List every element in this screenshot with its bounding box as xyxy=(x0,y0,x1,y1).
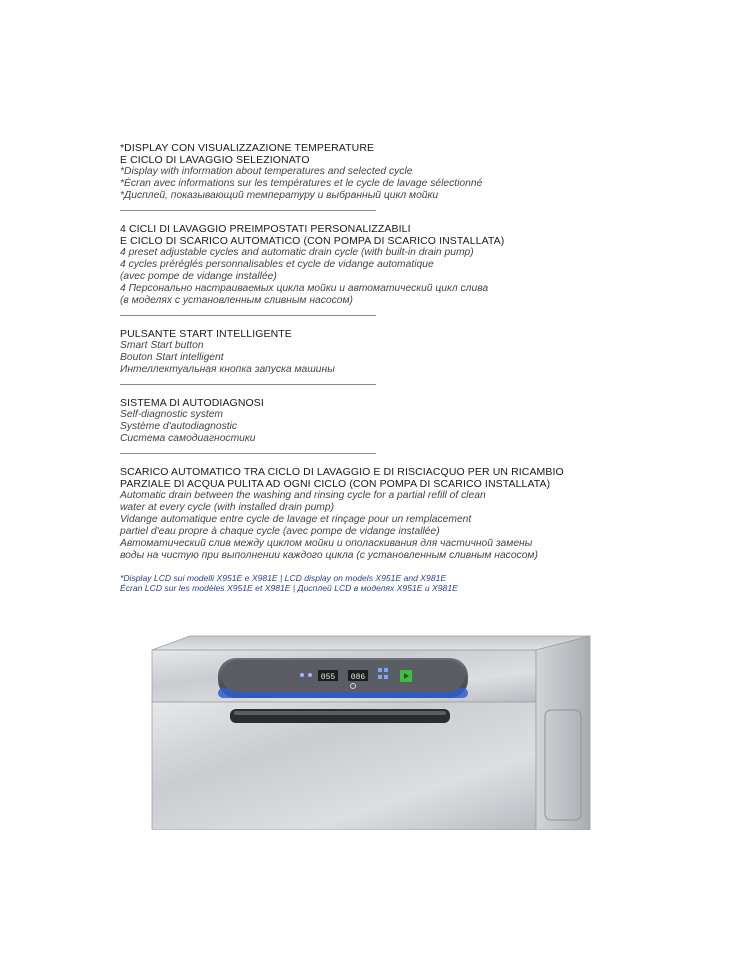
feature-line: (в моделях с установленным сливным насосом) xyxy=(120,295,353,306)
divider xyxy=(120,315,376,316)
divider xyxy=(120,210,376,211)
feature-heading: PARZIALE DI ACQUA PULITA AD OGNI CICLO (CON POMPA DI SCARICO INSTALLATA) xyxy=(120,478,551,490)
feature-self-diagnosis xyxy=(120,397,640,454)
feature-list xyxy=(120,142,640,593)
lcd-readout-right: 086 xyxy=(350,673,366,682)
feature-line: Automatic drain between the washing and rinsing cycle for a partial refill of clean xyxy=(120,490,486,501)
feature-heading: E CICLO DI LAVAGGIO SELEZIONATO xyxy=(120,154,310,166)
footnote-line: Écran LCD sur les modèles X951E et X981E | Дисплей LCD в моделях X951E и X981E xyxy=(120,583,458,593)
feature-line: Système d'autodiagnostic xyxy=(120,421,238,432)
feature-line: воды на чистую при выполнении каждого цикла (с установленным сливным насосом) xyxy=(120,550,538,561)
feature-line: Self-diagnostic system xyxy=(120,409,224,420)
feature-cycles xyxy=(120,223,640,316)
divider xyxy=(120,453,376,454)
feature-line: Vidange automatique entre cycle de lavage et rinçage pour un remplacement xyxy=(120,514,472,525)
feature-line: (avec pompe de vidange installée) xyxy=(120,271,277,282)
top-plate xyxy=(152,636,590,650)
door-handle-highlight xyxy=(234,711,446,715)
cycle-icon xyxy=(384,668,388,672)
feature-heading: PULSANTE START INTELLIGENTE xyxy=(120,328,292,340)
feature-start-button xyxy=(120,328,640,385)
cycle-icon xyxy=(378,668,382,672)
divider xyxy=(120,384,376,385)
feature-line: partiel d'eau propre à chaque cycle (avec pompe de vidange installée) xyxy=(120,526,440,537)
feature-heading: SCARICO AUTOMATICO TRA CICLO DI LAVAGGIO E DI RISCIACQUO PER UN RICAMBIO xyxy=(120,466,564,478)
feature-display xyxy=(120,142,640,211)
side-panel xyxy=(536,636,590,830)
cycle-icon xyxy=(384,675,388,679)
footnote-line: *Display LCD sui modelli X951E e X981E | LCD display on models X951E and X981E xyxy=(120,573,447,583)
cycle-icon xyxy=(378,675,382,679)
feature-line: *Дисплей, показывающий температуру и выбранный цикл мойки xyxy=(120,190,439,201)
indicator-icon xyxy=(300,673,304,677)
feature-auto-drain xyxy=(120,466,640,562)
dishwasher-illustration xyxy=(150,630,600,830)
feature-line: 4 preset adjustable cycles and automatic drain cycle (with built-in drain pump) xyxy=(120,247,474,258)
feature-line: water at every cycle (with installed drain pump) xyxy=(120,502,335,513)
indicator-icon xyxy=(308,673,312,677)
feature-line: Интеллектуальная кнопка запуска машины xyxy=(120,364,335,375)
footnote xyxy=(120,573,640,593)
feature-line: 4 cycles préréglés personnalisables et cycle de vidange automatique xyxy=(120,259,434,270)
feature-line: *Écran avec informations sur les températures et le cycle de lavage sélectionné xyxy=(120,178,483,189)
feature-line: *Display with information about temperatures and selected cycle xyxy=(120,166,413,177)
feature-heading: 4 CICLI DI LAVAGGIO PREIMPOSTATI PERSONALIZZABILI xyxy=(120,223,411,235)
feature-heading: *DISPLAY CON VISUALIZZAZIONE TEMPERATURE xyxy=(120,142,375,154)
control-panel-face xyxy=(222,660,464,692)
feature-line: 4 Персонально настраиваемых цикла мойки и автоматический цикл слива xyxy=(120,283,489,294)
feature-heading: E CICLO DI SCARICO AUTOMATICO (CON POMPA DI SCARICO INSTALLATA) xyxy=(120,235,505,247)
feature-line: Автоматический слив между циклом мойки и ополаскивания для частичной замены xyxy=(120,538,533,549)
feature-line: Система самодиагностики xyxy=(120,433,256,444)
feature-heading: SISTEMA DI AUTODIAGNOSI xyxy=(120,397,264,409)
feature-line: Smart Start button xyxy=(120,340,204,351)
feature-line: Bouton Start intelligent xyxy=(120,352,224,363)
lcd-readout-left: 055 xyxy=(320,673,336,682)
